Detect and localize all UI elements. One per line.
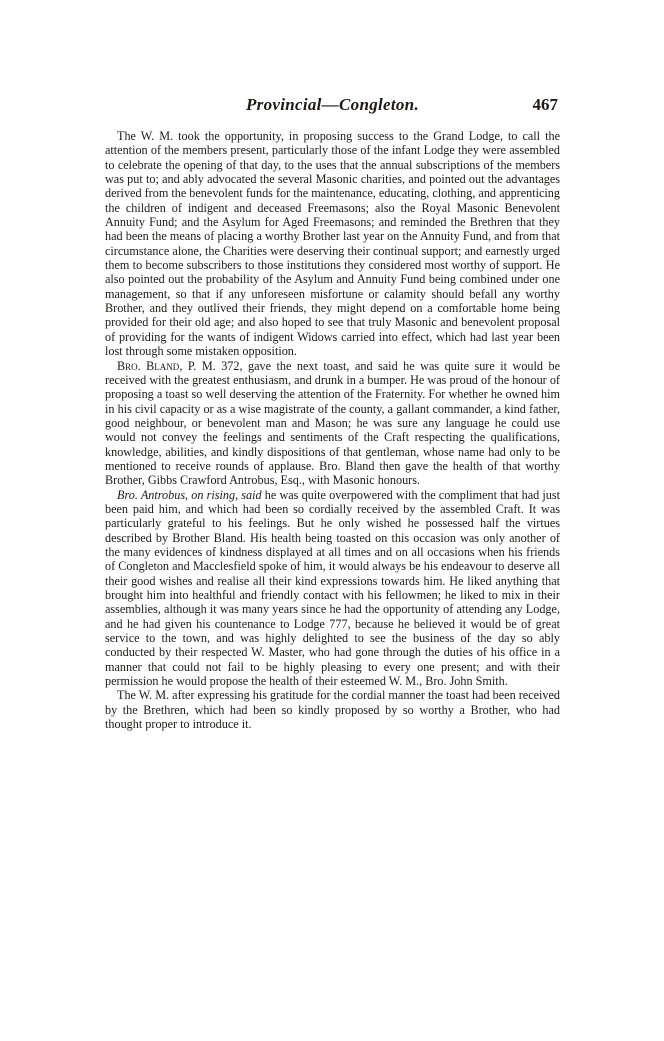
- running-head: Provincial—Congleton.: [245, 95, 419, 114]
- speaker-name: Bro. Antrobus, on rising, said: [117, 487, 262, 502]
- paragraph-bro-bland: [105, 359, 560, 488]
- paragraph-text: , P. M. 372, gave the next toast, and said he was quite sure it would be received with the greatest enthusiasm, and drunk in a bumper. He was proud of the honour of proposing a toast so well deserving the attention of the Fraternity. For whether he owned him in his civil capacity or as a wise magistrate of the county, a gallant commander, a kind father, good neighbour, or benevolent man and Mason; he was sure any language he could use would not convey the feelings and sentiments of the Craft respecting the qualifications, knowledge, abilities, and kindly dispositions of that gentleman, whose name had only to be mentioned to receive rounds of applause. Bro. Bland then gave the health of that worthy Brother, Gibbs Crawford Antrobus, Esq., with Masonic honours.: [105, 358, 561, 488]
- speaker-name: Bro. Bland: [117, 358, 180, 373]
- paragraph-wm-grand-lodge: [105, 129, 560, 359]
- paragraph-text: The W. M. took the opportunity, in proposing success to the Grand Lodge, to call the attention of the members present, particularly those of the infant Lodge they were assembled to celebrate the opening of that day, to the uses that the annual subscriptions of the members was put to; and ably advocated the several Masonic charities, and pointed out the advantages derived from the benevolent funds for the maintenance, educating, clothing, and apprenticing the children of indigent and deceased Freemasons; also the Royal Masonic Benevolent Annuity Fund; and the Asylum for Aged Freemasons; and reminded the Brethren that they had been the means of placing a worthy Brother last year on the Annuity Fund, and from that circumstance alone, the Charities were deserving their continual support; and earnestly urged them to become subscribers to those institutions they considered most worthy of support. He also pointed out the probability of the Asylum and Annuity Fund being combined under one management, so that if any unforeseen misfortune or calamity should befall any worthy Brother, and they outlived their friends, they might depend on a comfortable home being provided for their old age; and also hoped to see that truly Masonic and benevolent proposal of providing for the wants of indigent Widows carried into effect, which had last year been lost through some mistaken opposition.: [105, 129, 560, 359]
- body-text: [105, 129, 560, 731]
- paragraph-bro-antrobus: [105, 488, 560, 689]
- paragraph-wm-reply: [105, 688, 560, 731]
- page-number: 467: [532, 95, 558, 114]
- book-page: [105, 95, 560, 731]
- paragraph-text: The W. M. after expressing his gratitude for the cordial manner the toast had been received by the Brethren, which had been so kindly proposed by so worthy a Brother, who had thought proper to introduce it.: [105, 688, 560, 732]
- page-header: [105, 95, 560, 129]
- paragraph-text: he was quite overpowered with the compliment that had just been paid him, and which had been so cordially received by the assembled Craft. It was particularly grateful to his feelings. But he only wished he possessed half the virtues described by Brother Bland. His health being toasted on this occasion was only another of the many evidences of kindness displayed at all times and on all occasions when his friends of Congleton and Macclesfield spoke of him, it would always be his endeavour to deserve all their good wishes and realise all their kind expressions towards him. He liked anything that brought him into healthful and friendly contact with his fellowmen; he liked to mix in their assemblies, although it was many years since he had the opportunity of attending any Lodge, and he had given his countenance to Lodge 777, because he believed it would be of great service to the town, and was highly delighted to see the business of the day so ably conducted by their respected W. Master, who had gone through the duties of his office in a manner that could not fail to be highly pleasing to every one present; and with their permission he would propose the health of their esteemed W. M., Bro. John Smith.: [105, 487, 561, 689]
